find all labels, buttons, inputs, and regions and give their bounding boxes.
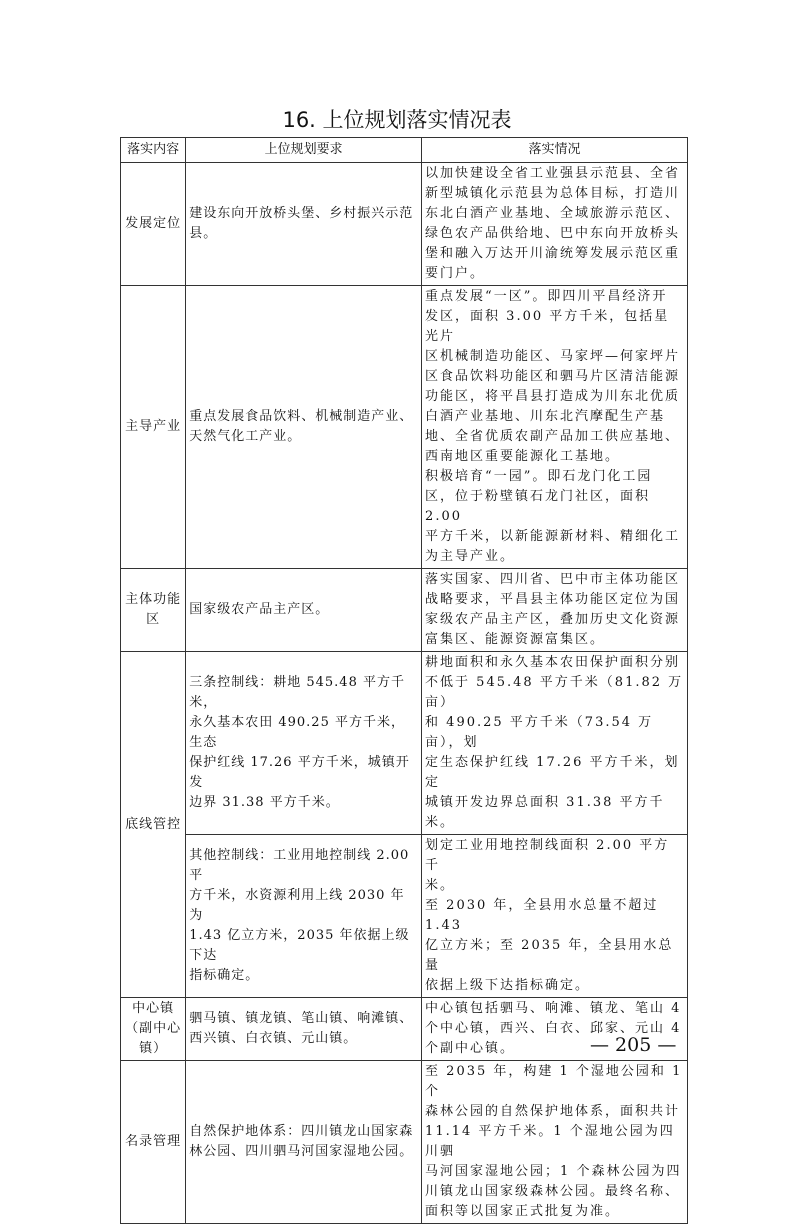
page-number: — 205 — <box>590 1034 677 1056</box>
item-cell: 主体功能 区 <box>121 569 186 652</box>
header-item: 落实内容 <box>121 138 186 163</box>
implementation-cell: 至 2035 年，构建 1 个湿地公园和 1 个 森林公园的自然保护地体系，面积共计 11.14 平方千米。1 个湿地公园为四川驷 马河国家湿地公园；1 个森林公园为四 川镇龙山国家级森林公园。最终名称、 面积等以国家正式批复为准。 <box>422 1061 688 1224</box>
requirement-cell: 自然保护地体系：四川镇龙山国家森 林公园、四川驷马河国家湿地公园。 <box>186 1061 422 1224</box>
page-title: 16. 上位规划落实情况表 <box>282 108 512 132</box>
table-header-row <box>121 138 688 163</box>
table-row <box>121 652 688 835</box>
planning-implementation-table <box>120 137 688 1224</box>
requirement-cell: 重点发展食品饮料、机械制造产业、 天然气化工产业。 <box>186 286 422 569</box>
requirement-cell: 其他控制线：工业用地控制线 2.00 平 方千米，水资源利用上线 2030 年为 1.43 亿立方米，2035 年依据上级下达 指标确定。 <box>186 835 422 998</box>
item-cell: 底线管控 <box>121 652 186 998</box>
implementation-cell: 落实国家、四川省、巴中市主体功能区 战略要求，平昌县主体功能区定位为国 家级农产品主产区，叠加历史文化资源 富集区、能源资源富集区。 <box>422 569 688 652</box>
requirement-cell: 国家级农产品主产区。 <box>186 569 422 652</box>
table-row <box>121 569 688 652</box>
item-cell: 名录管理 <box>121 1061 186 1224</box>
implementation-cell: 耕地面积和永久基本农田保护面积分别 不低于 545.48 平方千米（81.82 万亩） 和 490.25 平方千米（73.54 万亩），划 定生态保护红线 17.26 平方千米，划定 城镇开发边界总面积 31.38 平方千米。 <box>422 652 688 835</box>
requirement-cell: 驷马镇、镇龙镇、笔山镇、响滩镇、 西兴镇、白衣镇、元山镇。 <box>186 998 422 1061</box>
header-implementation: 落实情况 <box>422 138 688 163</box>
item-cell: 主导产业 <box>121 286 186 569</box>
item-cell: 发展定位 <box>121 163 186 286</box>
requirement-cell: 三条控制线：耕地 545.48 平方千米， 永久基本农田 490.25 平方千米，生态 保护红线 17.26 平方千米，城镇开发 边界 31.38 平方千米。 <box>186 652 422 835</box>
implementation-cell: 划定工业用地控制线面积 2.00 平方千 米。 至 2030 年，全县用水总量不超过 1.43 亿立方米；至 2035 年，全县用水总量 依据上级下达指标确定。 <box>422 835 688 998</box>
requirement-cell: 建设东向开放桥头堡、乡村振兴示范 县。 <box>186 163 422 286</box>
table-row <box>121 163 688 286</box>
item-cell: 中心镇 （副中心 镇） <box>121 998 186 1061</box>
table-row <box>121 1061 688 1224</box>
implementation-cell: 以加快建设全省工业强县示范县、全省 新型城镇化示范县为总体目标，打造川 东北白酒产业基地、全域旅游示范区、 绿色农产品供给地、巴中东向开放桥头 堡和融入万达开川渝统筹发展示范区重 要门户。 <box>422 163 688 286</box>
table-row <box>121 286 688 569</box>
header-requirement: 上位规划要求 <box>186 138 422 163</box>
implementation-cell: 中心镇包括驷马、响滩、镇龙、笔山 4 个中心镇，西兴、白衣、邱家、元山 4 个副中心镇。 <box>422 998 688 1061</box>
implementation-cell: 重点发展“一区”。即四川平昌经济开 发区，面积 3.00 平方千米，包括星光片 区机械制造功能区、马家坪—何家坪片 区食品饮料功能区和驷马片区清洁能源 功能区，将平昌县打造成为川东北优质 白酒产业基地、川东北汽摩配生产基 地、全省优质农副产品加工供应基地、 西南地区重要能源化工基地。 积极培育“一园”。即石龙门化工园 区，位于粉壁镇石龙门社区，面积 2.00 平方千米，以新能源新材料、精细化工 为主导产业。 <box>422 286 688 569</box>
table-row <box>121 835 688 998</box>
